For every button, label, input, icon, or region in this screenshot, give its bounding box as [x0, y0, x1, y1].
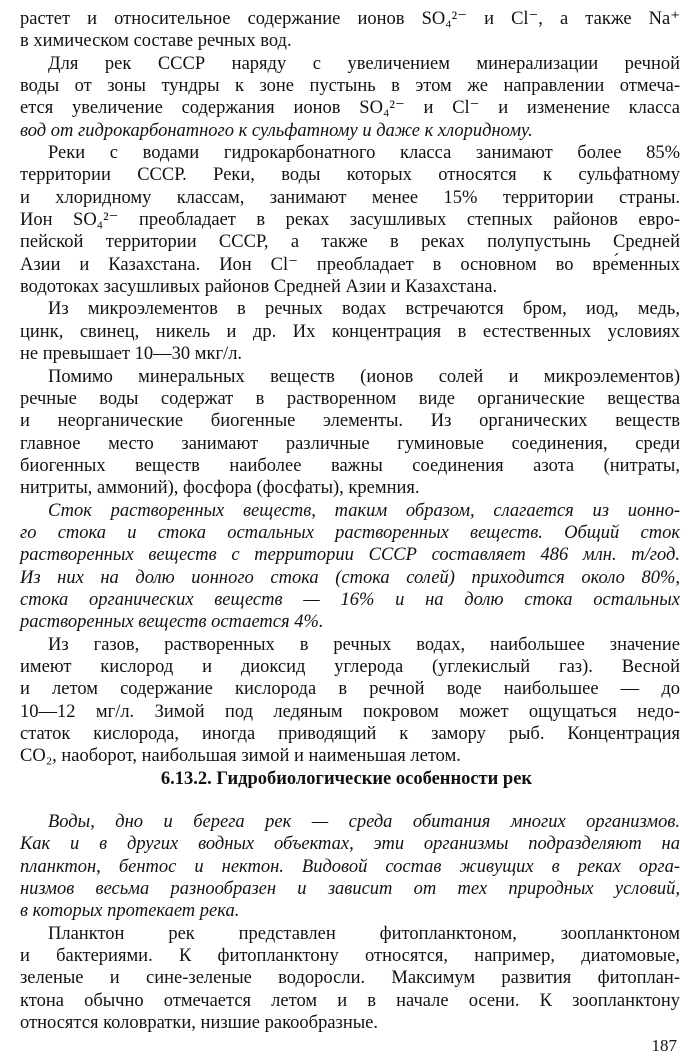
text-line: и неорганические биогенные элементы. Из органических веществ	[20, 411, 680, 432]
text-line: территории СССР. Реки, воды которых относятся к сульфатному	[20, 165, 680, 186]
text-line: в которых протекает река.	[20, 901, 240, 922]
text-line: воды от зоны тундры к зоне пустынь в этом же направлении отмеча-	[20, 76, 680, 97]
body-text-bottom	[20, 811, 680, 1034]
text-line: Реки с водами гидрокарбонатного класса занимают более 85%	[48, 143, 680, 164]
text-line: главное место занимают различные гуминовые соединения, среди	[20, 433, 680, 454]
text-line: речные воды содержат в растворенном виде органические вещества	[20, 388, 680, 409]
text-line: 10—12 мг/л. Зимой под ледяным покровом может ощущаться недо-	[20, 701, 680, 722]
text-line: ктона обычно отмечается летом и в начале осени. К зоопланктону	[20, 990, 680, 1011]
text-line: Азии и Казахстана. Ион Cl⁻ преобладает в основном во вре́менных	[20, 254, 680, 275]
text-line: Помимо минеральных веществ (ионов солей и микроэлементов)	[48, 366, 680, 387]
section-heading: 6.13.2. Гидробиологические особенности рек	[160, 769, 533, 789]
text-line: Для рек СССР наряду с увеличением минерализации речной	[48, 53, 680, 74]
text-line: цинк, свинец, никель и др. Их концентрация в естественных условиях	[20, 321, 680, 342]
text-line: статок кислорода, иногда приводящий к замору рыб. Концентрация	[20, 724, 680, 744]
text-line: имеют кислород и диоксид углерода (углекислый газ). Весной	[20, 656, 680, 677]
text-line: CO₂, наоборот, наибольшая зимой и наименьшая летом.	[20, 746, 461, 767]
text-line: пейской территории СССР, а также в реках полупустынь Средней	[20, 232, 680, 253]
text-line: вод от гидрокарбонатного к сульфатному и даже к хлоридному.	[20, 120, 533, 141]
text-line: низмов весьма разнообразен и зависит от тех природных условий,	[20, 879, 680, 900]
page-number: 187	[651, 1036, 677, 1055]
text-line: растворенных веществ с территории СССР составляет 486 млн. т/год.	[20, 545, 680, 566]
body-text-top	[20, 8, 680, 768]
text-line: Воды, дно и берега рек — среда обитания многих организмов.	[48, 812, 680, 832]
text-line: Планктон рек представлен фитопланктоном, зоопланктоном	[48, 923, 680, 944]
text-line: стока органических веществ — 16% и на долю стока остальных	[20, 589, 680, 610]
text-line: не превышает 10—30 мкг/л.	[20, 344, 243, 365]
text-line: Из газов, растворенных в речных водах, наибольшее значение	[48, 634, 680, 655]
text-line: биогенных веществ наиболее важны соединения азота (нитраты,	[20, 455, 680, 476]
text-line: водотоках засушливых районов Средней Азии и Казахстана.	[20, 277, 498, 298]
text-line: и бактериями. К фитопланктону относятся, например, диатомовые,	[20, 946, 680, 967]
text-line: зеленые и сине-зеленые водоросли. Максимум развития фитоплан-	[20, 968, 680, 989]
text-line: Как и в других водных объектах, эти организмы подразделяют на	[20, 834, 680, 855]
text-line: растворенных веществ остается 4%.	[20, 612, 324, 633]
text-line: растет и относительное содержание ионов SO₄²⁻ и Cl⁻, а также Na⁺	[20, 9, 680, 29]
text-line: в химическом составе речных вод.	[20, 31, 292, 52]
text-line: и летом содержание кислорода в речной воде наибольшее — до	[20, 679, 680, 700]
text-line: Из микроэлементов в речных водах встречаются бром, иод, медь,	[48, 299, 680, 320]
text-line: планктон, бентос и нектон. Видовой состав живущих в реках орга-	[20, 856, 680, 877]
text-line: Из них на долю ионного стока (стока солей) приходится около 80%,	[20, 567, 680, 588]
text-line: нитриты, аммоний), фосфора (фосфаты), кремния.	[20, 478, 420, 499]
text-line: относятся коловратки, низшие ракообразные.	[20, 1013, 379, 1034]
text-line: ется увеличение содержания ионов SO₄²⁻ и Cl⁻ и изменение класса	[20, 98, 680, 119]
text-line: Ион SO₄²⁻ преобладает в реках засушливых степных районов евро-	[20, 210, 680, 231]
text-line: и хлоридному классам, занимают менее 15% территории страны.	[20, 187, 680, 208]
text-line: Сток растворенных веществ, таким образом, слагается из ионно-	[48, 500, 680, 521]
text-line: го стока и стока остальных растворенных веществ. Общий сток	[20, 522, 680, 543]
